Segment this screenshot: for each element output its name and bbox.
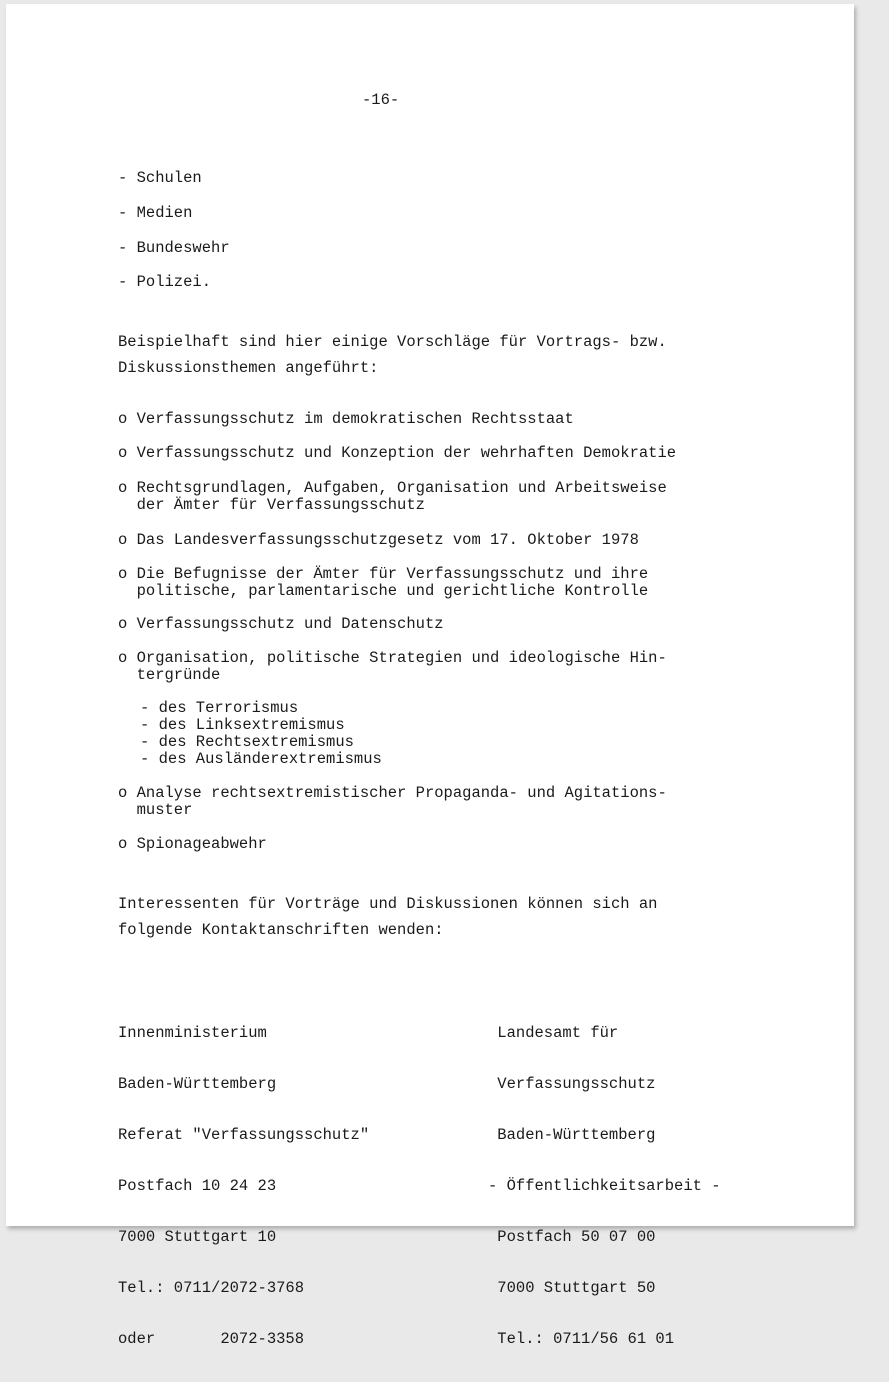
topic-item: o Die Befugnisse der Ämter für Verfassungsschutz und ihre [118,565,649,583]
address-line: oder 2072-3358 [118,1330,305,1348]
address-line: Landesamt für [488,1024,619,1042]
address-line: 7000 Stuttgart 50 [488,1279,656,1297]
address-line: Baden-Württemberg [488,1126,656,1144]
address-line: Postfach 10 24 23 [118,1177,277,1195]
topic-item-continuation: muster [118,801,193,819]
intro-line: Diskussionsthemen angeführt: [118,359,379,377]
topic-item: o Rechtsgrundlagen, Aufgaben, Organisation und Arbeitsweise [118,479,667,497]
list-item: - Polizei. [118,273,212,291]
topic-item: o Verfassungsschutz und Datenschutz [118,615,444,633]
topic-item: o Verfassungsschutz im demokratischen Rechtsstaat [118,410,574,428]
subtopic-item: - des Rechtsextremismus [140,733,354,751]
address-line: Postfach 50 07 00 [488,1228,656,1246]
address-line: 7000 Stuttgart 10 [118,1228,277,1246]
subtopic-item: - des Linksextremismus [140,716,345,734]
contact-intro-line: folgende Kontaktanschriften wenden: [118,921,444,939]
list-item: - Schulen [118,169,202,187]
address-line: Tel.: 0711/56 61 01 [488,1330,675,1348]
address-line: Tel.: 0711/2072-3768 [118,1279,305,1297]
topic-item: o Organisation, politische Strategien und ideologische Hin- [118,649,667,667]
list-item: - Medien [118,204,193,222]
list-item: - Bundeswehr [118,239,230,257]
subtopic-item: - des Terrorismus [140,699,299,717]
contact-intro-line: Interessenten für Vorträge und Diskussionen können sich an [118,895,658,913]
topic-item-continuation: politische, parlamentarische und gerichtliche Kontrolle [118,582,649,600]
address-line: Verfassungsschutz [488,1075,656,1093]
contact-address-right [488,991,721,1382]
topic-item: o Spionageabwehr [118,835,267,853]
intro-line: Beispielhaft sind hier einige Vorschläge für Vortrags- bzw. [118,333,667,351]
address-line: Baden-Württemberg [118,1075,277,1093]
subtopic-item: - des Ausländerextremismus [140,750,382,768]
topic-item: o Analyse rechtsextremistischer Propaganda- und Agitations- [118,784,667,802]
topic-item: o Das Landesverfassungsschutzgesetz vom 17. Oktober 1978 [118,531,639,549]
document-page [6,4,854,1348]
address-line: - Öffentlichkeitsarbeit - [488,1177,721,1195]
topic-item-continuation: tergründe [118,666,221,684]
page-number: -16- [362,91,400,109]
address-line: Innenministerium [118,1024,267,1042]
address-line: Referat "Verfassungsschutz" [118,1126,370,1144]
topic-item-continuation: der Ämter für Verfassungsschutz [118,496,425,514]
topic-item: o Verfassungsschutz und Konzeption der wehrhaften Demokratie [118,444,677,462]
contact-address-left [118,991,369,1382]
